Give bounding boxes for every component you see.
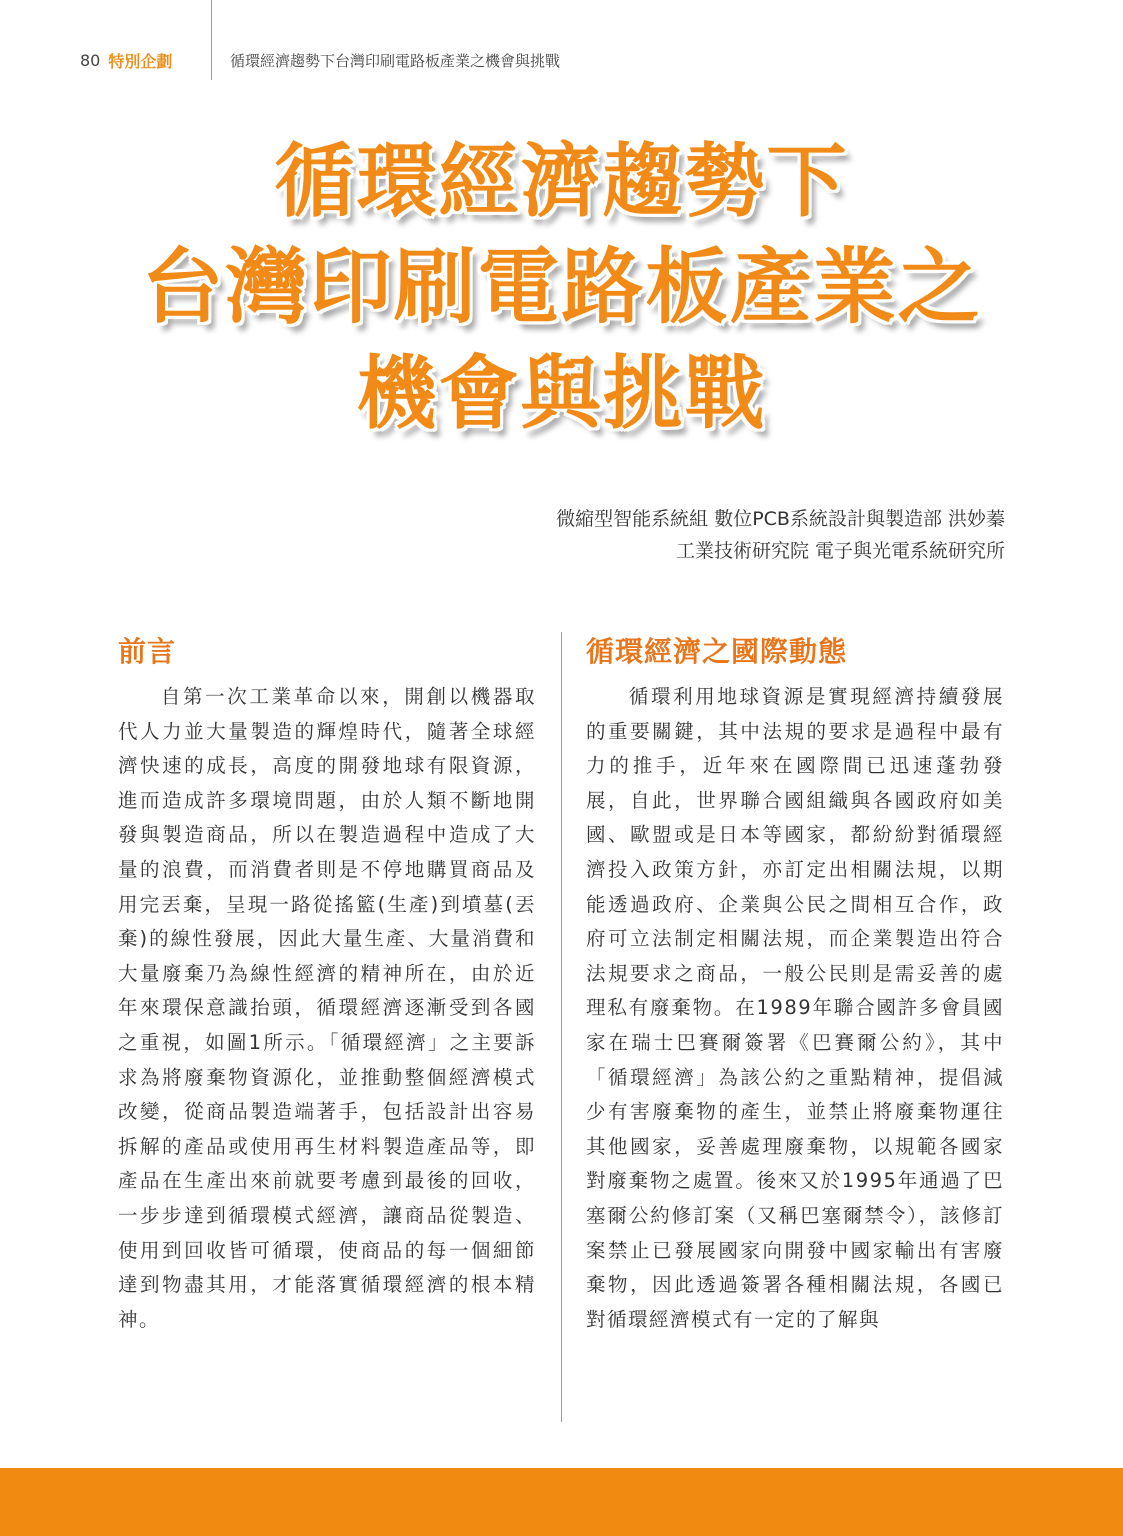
international-paragraph: 循環利用地球資源是實現經濟持續發展的重要關鍵，其中法規的要求是過程中最有力的推手，近年來在國際間已迅速蓬勃發展，自此，世界聯合國組織與各國政府如美國、歐盟或是日本等國家，都紛紛對循環經濟投入政策方針，亦訂定出相關法規，以期能透過政府、企業與公民之間相互合作，政府可立法制定相關法規，而企業製造出符合法規要求之商品，一般公民則是需妥善的處理私有廢棄物。在1989年聯合國許多會員國家在瑞士巴賽爾簽署《巴賽爾公約》，其中「循環經濟」為該公約之重點精神，提倡減少有害廢棄物的產生，並禁止將廢棄物運往其他國家，妥善處理廢棄物，以規範各國家對廢棄物之處置。後來又於1995年通過了巴塞爾公約修訂案（又稱巴塞爾禁令），該修訂案禁止已發展國家向開發中國家輸出有害廢棄物，因此透過簽署各種相關法規，各國已對循環經濟模式有一定的了解與 xyxy=(586,685,1004,1331)
left-column xyxy=(118,632,536,1337)
section-heading-introduction: 前言 xyxy=(118,635,177,668)
header-divider-line xyxy=(211,0,212,80)
author-line-1: 微縮型智能系統組 數位PCB系統設計與製造部 洪妙蓁 xyxy=(556,508,1005,530)
section-label: 特別企劃 xyxy=(108,51,173,71)
right-column xyxy=(586,632,1004,1337)
section-heading-international: 循環經濟之國際動態 xyxy=(586,635,848,668)
page-header xyxy=(80,48,561,72)
column-divider xyxy=(561,632,562,1422)
author-info xyxy=(556,503,1005,567)
page-number: 80 xyxy=(80,50,101,70)
author-line-2: 工業技術研究院 電子與光電系統研究所 xyxy=(675,540,1005,562)
article-title xyxy=(0,128,1123,446)
introduction-paragraph: 自第一次工業革命以來，開創以機器取代人力並大量製造的輝煌時代，隨著全球經濟快速的成長，高度的開發地球有限資源，進而造成許多環境問題，由於人類不斷地開發與製造商品，所以在製造過程中造成了大量的浪費，而消費者則是不停地購買商品及用完丟棄，呈現一路從搖籃(生產)到墳墓(丟棄)的線性發展，因此大量生產、大量消費和大量廢棄乃為線性經濟的精神所在，由於近年來環保意識抬頭，循環經濟逐漸受到各國之重視，如圖1所示。「循環經濟」之主要訴求為將廢棄物資源化，並推動整個經濟模式改變，從商品製造端著手，包括設計出容易拆解的產品或使用再生材料製造產品等，即產品在生產出來前就要考慮到最後的回收，一步步達到循環模式經濟，讓商品從製造、使用到回收皆可循環，使商品的每一個細節達到物盡其用，才能落實循環經濟的根本精神。 xyxy=(118,685,536,1331)
running-title: 循環經濟趨勢下台灣印刷電路板產業之機會與挑戰 xyxy=(230,52,561,70)
title-line-2: 台灣印刷電路板產業之 xyxy=(141,239,982,335)
title-line-1: 循環經濟趨勢下 xyxy=(274,134,849,228)
title-line-3: 機會與挑戰 xyxy=(356,346,767,440)
footer-bar xyxy=(0,1468,1123,1536)
